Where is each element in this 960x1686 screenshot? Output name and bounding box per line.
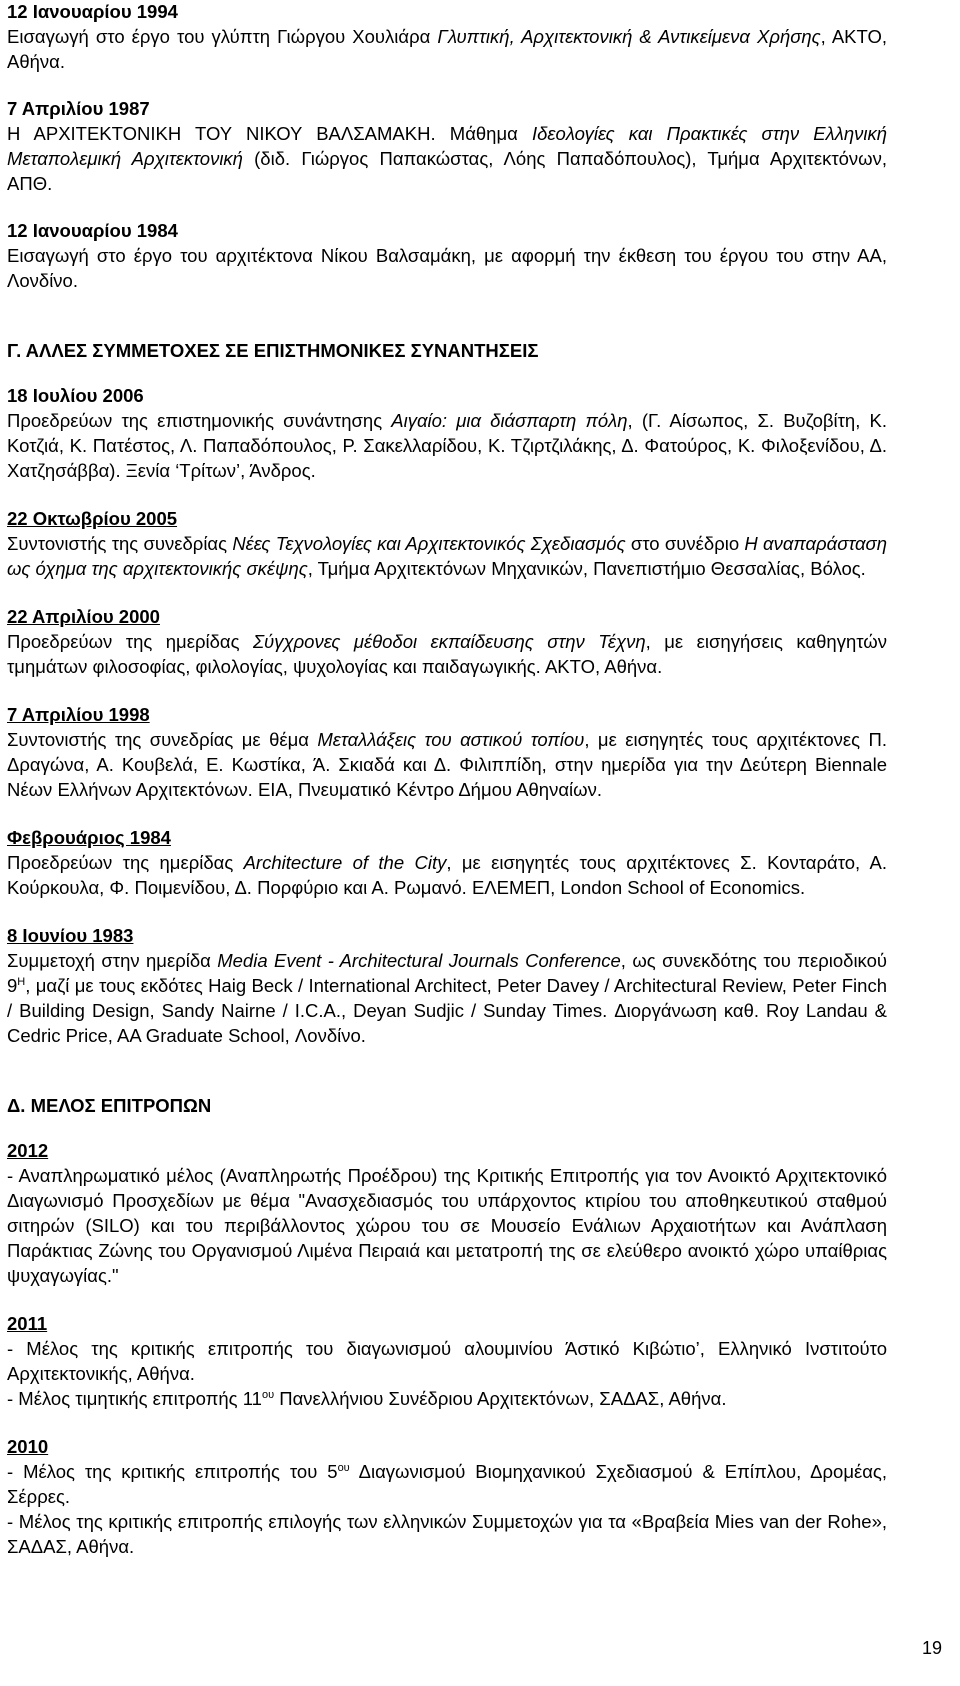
entry-text xyxy=(7,629,887,679)
entry xyxy=(7,605,887,679)
italic-title-text: Νέες Τεχνολογίες και Αρχιτεκτονικός Σχεδιασμός xyxy=(232,533,626,554)
body-text: , μαζί με τους εκδότες Haig Beck / International Architect, Peter Davey / Architectural Review, Peter Finch / Building Design, Sandy Nairne / I.C.A., Deyan Sudjic / Sunday Times. Διοργάνωση καθ. Roy Landau & Cedric Price, AA Graduate School, Λονδίνο. xyxy=(7,975,887,1046)
entry-text xyxy=(7,408,887,483)
body-text: Πανελλήνιου Συνέδριου Αρχιτεκτόνων, ΣΑΔΑΣ, Αθήνα. xyxy=(274,1388,727,1409)
body-text: Εισαγωγή στο έργο του αρχιτέκτονα Νίκου Βαλσαμάκη, με αφορμή την έκθεση του έργου του στην ΑΑ, Λονδίνο. xyxy=(7,245,887,291)
entry-text xyxy=(7,948,887,1048)
body-text: , με εισηγητές τους αρχιτέκτονες Π. Δραγώνα, Α. Κουβελά, Ε. Κωστίκα, Ά. Σκιαδά και Δ. Φιλιππίδη, στην ημερίδα για την Δεύτερη Biennale Νέων Ελλήνων Αρχιτεκτόνων. ΕΙΑ, Πνευματικό Κέντρο Δήμου Αθηναίων. xyxy=(7,729,887,800)
body-text: Συμμετοχή στην ημερίδα xyxy=(7,950,218,971)
entry-date: 7 Απριλίου 1987 xyxy=(7,98,150,119)
italic-title-text: Media Event - Architectural Journals Conference xyxy=(217,950,621,971)
section-d-entries xyxy=(7,1139,887,1559)
entry xyxy=(7,924,887,1048)
body-text: Συντονιστής της συνεδρίας xyxy=(7,533,233,554)
body-text: - Μέλος τιμητικής επιτροπής 11 xyxy=(7,1388,262,1409)
body-text: Εισαγωγή στο έργο του γλύπτη Γιώργου Χουλιάρα xyxy=(7,26,438,47)
body-text: - Μέλος της κριτικής επιτροπής επιλογής των ελληνικών Συμμετοχών για τα «Βραβεία Mies van der Rohe», ΣΑΔΑΣ, Αθήνα. xyxy=(7,1511,887,1557)
entry-line xyxy=(7,1386,887,1411)
entry-date: 2011 xyxy=(7,1313,48,1334)
entry-date: 22 Οκτωβρίου 2005 xyxy=(7,508,178,529)
body-text: , ΑΚΤΟ, Αθήνα. xyxy=(7,26,887,72)
italic-title-text: Architecture of the City xyxy=(243,852,447,873)
superscript-text: ου xyxy=(261,1388,275,1401)
entry-line xyxy=(7,1163,887,1288)
superscript-text: ου xyxy=(337,1461,350,1474)
entry-date: 18 Ιουλίου 2006 xyxy=(7,385,144,406)
entry-line xyxy=(7,1509,887,1559)
entry xyxy=(7,1139,887,1288)
italic-title-text: Ιδεολογίες και Πρακτικές στην Ελληνική Μεταπολεμική Αρχιτεκτονική xyxy=(7,123,887,169)
section-c-title: Γ. ΑΛΛΕΣ ΣΥΜΜΕΤΟΧΕΣ ΣΕ ΕΠΙΣΤΗΜΟΝΙΚΕΣ ΣΥΝΑΝΤΗΣΕΙΣ xyxy=(7,340,539,361)
body-text: Προεδρεύων της ημερίδας xyxy=(7,631,253,652)
body-text: , με εισηγητές τους αρχιτέκτονες Σ. Κονταράτο, Α. Κούρκουλα, Φ. Ποιμενίδου, Δ. Πορφύριο και Α. Ρωμανό. ΕΛΕΜΕΠ, London School of Economics. xyxy=(7,852,887,898)
page-content xyxy=(7,0,887,1559)
entry-date: 22 Απριλίου 2000 xyxy=(7,606,160,627)
body-text: , ως συνεκδότης του περιοδικού 9 xyxy=(7,950,887,996)
entry xyxy=(7,1435,887,1559)
entry-date: Φεβρουάριος 1984 xyxy=(7,827,171,848)
entry xyxy=(7,384,887,483)
body-text: - Μέλος της κριτικής επιτροπής του 5 xyxy=(7,1461,338,1482)
entry xyxy=(7,507,887,581)
entry-date: 7 Απριλίου 1998 xyxy=(7,704,150,725)
body-text: Διαγωνισμού Βιομηχανικού Σχεδιασμού & Επίπλου, Δρομέας, Σέρρες. xyxy=(7,1461,887,1507)
superscript-text: Η xyxy=(17,975,26,988)
section-b-continued xyxy=(7,0,887,293)
entry-date: 2010 xyxy=(7,1436,49,1457)
entry xyxy=(7,703,887,802)
entry-date: 12 Ιανουαρίου 1994 xyxy=(7,1,178,22)
entry-line xyxy=(7,1459,887,1509)
body-text: - Αναπληρωματικό μέλος (Αναπληρωτής Προέδρου) της Κριτικής Επιτροπής για τον Ανοικτό Αρχιτεκτονικό Διαγωνισμό Προσχεδίων με θέμα "Ανασχεδιασμός του υπάρχοντος κτιρίου του αποθηκευτικού σταθμού σιτηρών (SILO) και του περιβάλλοντος χώρου του σε Μουσείο Ενάλιων Αρχαιοτήτων και Ανάπλαση Παράκτιας Ζώνης του Οργανισμού Λιμένα Πειραιά και μετατροπή της σε ελεύθερο ανοικτό χώρο υπαίθριας ψυχαγωγίας." xyxy=(7,1165,887,1286)
entry xyxy=(7,219,887,293)
body-text: Η ΑΡΧΙΤΕΚΤΟΝΙΚΗ ΤΟΥ ΝΙΚΟΥ ΒΑΛΣΑΜΑΚΗ. Μάθημα xyxy=(7,123,532,144)
page-number: 19 xyxy=(921,1638,942,1658)
body-text: , (Γ. Αίσωπος, Σ. Βυζοβίτη, Κ. Κοτζιά, Κ. Πατέστος, Λ. Παπαδόπουλος, Ρ. Σακελλαρίδου, Κ. Τζιρτζιλάκης, Δ. Φατούρος, Κ. Φιλοξενίδου, Δ. Χατζησάββα). Ξενία ‘Τρίτων’, Άνδρος. xyxy=(7,410,887,481)
section-d-title: Δ. ΜΕΛΟΣ ΕΠΙΤΡΟΠΩΝ xyxy=(7,1095,212,1116)
entry-text xyxy=(7,850,887,900)
entry-text xyxy=(7,24,887,74)
entry xyxy=(7,97,887,196)
body-text: , Τμήμα Αρχιτεκτόνων Μηχανικών, Πανεπιστήμιο Θεσσαλίας, Βόλος. xyxy=(307,558,866,579)
italic-title-text: Μεταλλάξεις του αστικού τοπίου xyxy=(317,729,585,750)
body-text: Προεδρεύων της ημερίδας xyxy=(7,852,244,873)
body-text: - Μέλος της κριτικής επιτροπής του διαγωνισμού αλουμινίου Άστικό Κιβώτιο’, Ελληνικό Ινστιτούτο Αρχιτεκτονικής, Αθήνα. xyxy=(7,1338,887,1384)
section-c-entries xyxy=(7,384,887,1048)
entry-text xyxy=(7,121,887,196)
italic-title-text: Αιγαίο: μια διάσπαρτη πόλη xyxy=(391,410,628,431)
italic-title-text: Γλυπτική, Αρχιτεκτονική & Αντικείμενα Χρήσης xyxy=(437,26,821,47)
body-text: Συντονιστής της συνεδρίας με θέμα xyxy=(7,729,318,750)
entry-date: 12 Ιανουαρίου 1984 xyxy=(7,220,178,241)
italic-title-text: Η αναπαράσταση ως όχημα της αρχιτεκτονικής σκέψης xyxy=(7,533,887,579)
entry-text xyxy=(7,531,887,581)
entry-date: 8 Ιουνίου 1983 xyxy=(7,925,134,946)
entry-text xyxy=(7,243,887,293)
entry xyxy=(7,826,887,900)
entry xyxy=(7,0,887,74)
body-text: (διδ. Γιώργος Παπακώστας, Λόης Παπαδόπουλος), Τμήμα Αρχιτεκτόνων, ΑΠΘ. xyxy=(7,148,887,194)
body-text: στο συνέδριο xyxy=(625,533,745,554)
entry-line xyxy=(7,1336,887,1386)
body-text: Προεδρεύων της επιστημονικής συνάντησης xyxy=(7,410,392,431)
entry xyxy=(7,1312,887,1411)
body-text: , με εισηγήσεις καθηγητών τμημάτων φιλοσοφίας, φιλολογίας, ψυχολογίας και παιδαγωγικής. ΑΚΤΟ, Αθήνα. xyxy=(7,631,887,677)
entry-date: 2012 xyxy=(7,1140,49,1161)
entry-text xyxy=(7,727,887,802)
italic-title-text: Σύγχρονες μέθοδοι εκπαίδευσης στην Τέχνη xyxy=(252,631,646,652)
